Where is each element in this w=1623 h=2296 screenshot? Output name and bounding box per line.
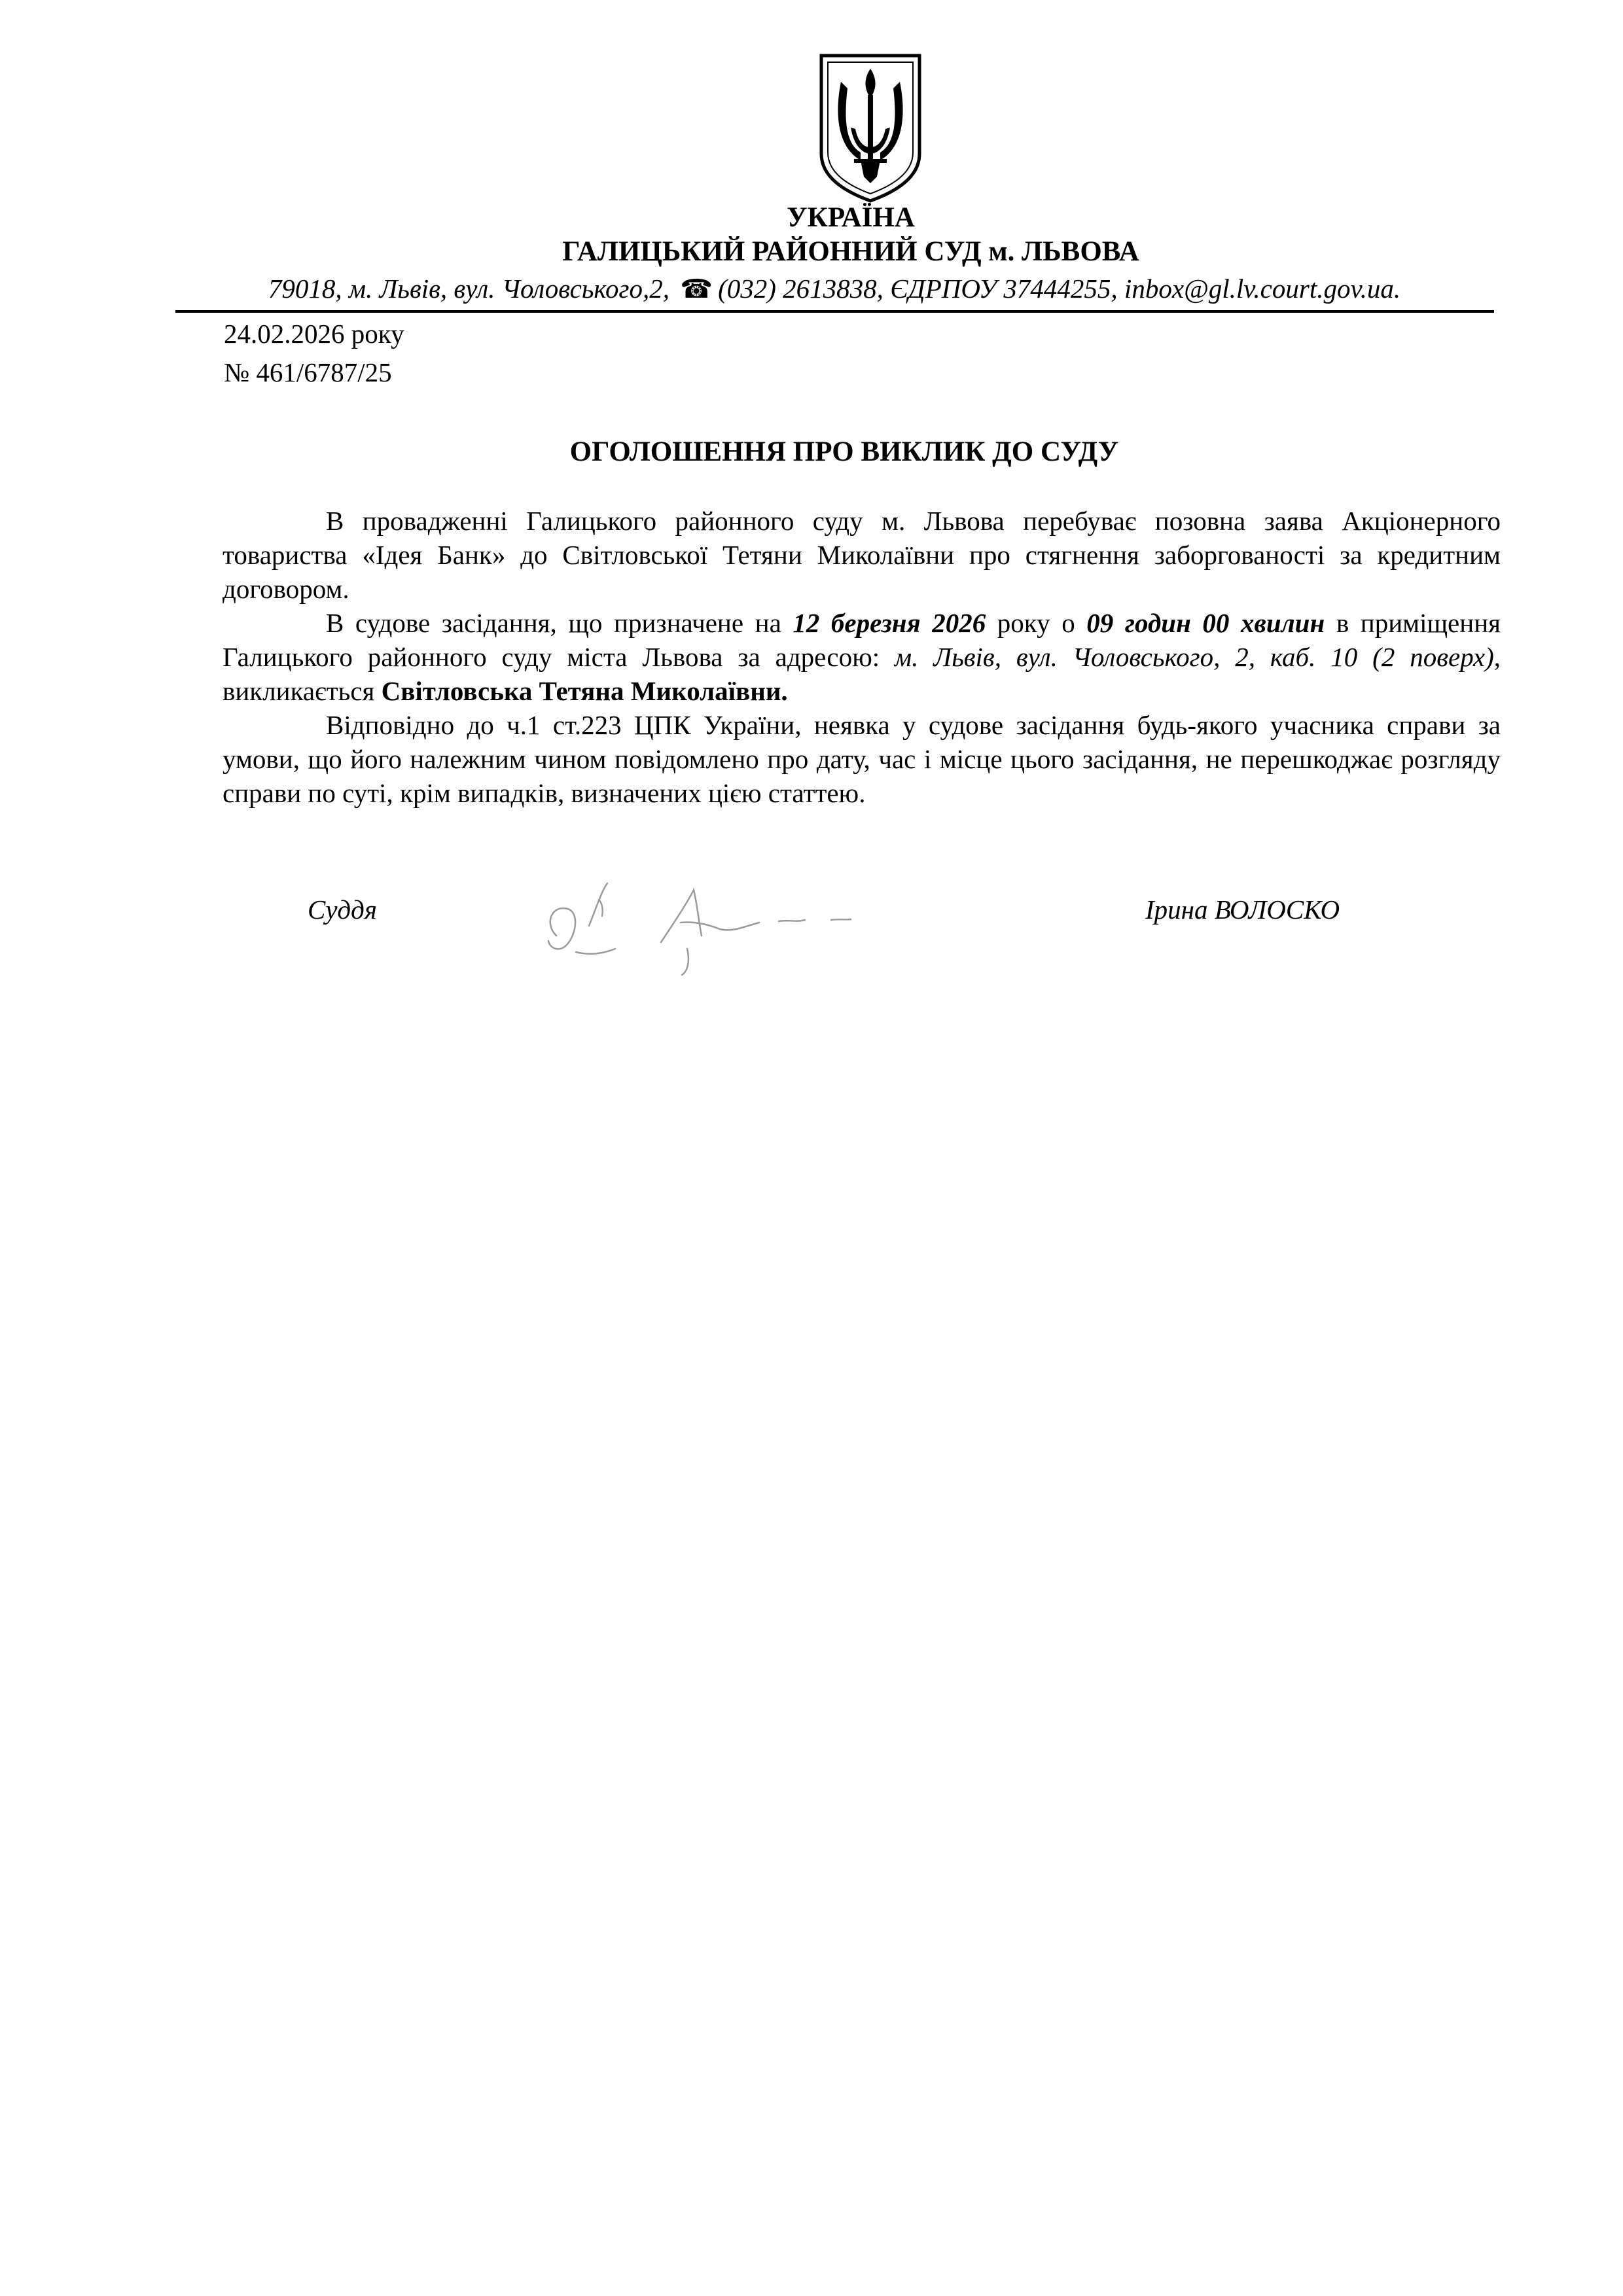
court-edrpou: ЄДРПОУ 37444255, — [890, 274, 1118, 304]
paragraph-legal-note: Відповідно до ч.1 ст.223 ЦПК України, неявка у судове засідання будь-якого учасника справи за умови, що його належним чином повідомлено про дату, час і місце цього засідання, не перешкоджає розгляду справи по суті, крім випадків, визначених цією статтею. — [223, 710, 1501, 808]
court-name-heading: ГАЛИЦЬКИЙ РАЙОННИЙ СУД м. ЛЬВОВА — [562, 236, 1139, 267]
country-heading: УКРАЇНА — [787, 202, 915, 233]
hearing-text-b: року о — [986, 608, 1087, 638]
handwritten-signature — [530, 864, 883, 981]
header-divider — [175, 310, 1494, 313]
court-address: 79018, м. Львів, вул. Чоловського,2, — [268, 274, 670, 304]
document-body — [223, 504, 1501, 810]
coat-of-arms-emblem — [815, 49, 926, 206]
court-contact-line — [196, 273, 1472, 305]
document-date: 24.02.2026 року — [224, 319, 404, 349]
paragraph-hearing — [223, 606, 1501, 708]
court-phone: (032) 2613838, — [718, 274, 883, 304]
signatory-name: Ірина ВОЛОСКО — [1145, 894, 1340, 925]
telephone-icon: ☎ — [680, 274, 713, 304]
document-number: № 461/6787/25 — [224, 357, 392, 387]
signatory-role: Суддя — [308, 894, 377, 925]
paragraph-proceedings: В провадженні Галицького районного суду м. Львова перебуває позовна заява Акціонерного товариства «Ідея Банк» до Світловської Тетяни Миколаївни про стягнення заборгованості за кредитним договором. — [223, 506, 1501, 604]
summoned-person: Світловська Тетяна Миколаївни. — [381, 676, 788, 706]
hearing-text-c: в приміщення Галицького районного суду міста Львова за адресою: — [223, 608, 1501, 672]
hearing-text-d: , викликається — [223, 642, 1501, 706]
court-email: inbox@gl.lv.court.gov.ua. — [1124, 274, 1401, 304]
hearing-date: 12 березня 2026 — [793, 608, 986, 638]
hearing-address: м. Львів, вул. Чоловського, 2, каб. 10 (2 поверх) — [895, 642, 1494, 672]
hearing-text-a: В судове засідання, що призначене на — [326, 608, 793, 638]
hearing-time: 09 годин 00 хвилин — [1086, 608, 1325, 638]
document-title: ОГОЛОШЕННЯ ПРО ВИКЛИК ДО СУДУ — [569, 436, 1119, 467]
